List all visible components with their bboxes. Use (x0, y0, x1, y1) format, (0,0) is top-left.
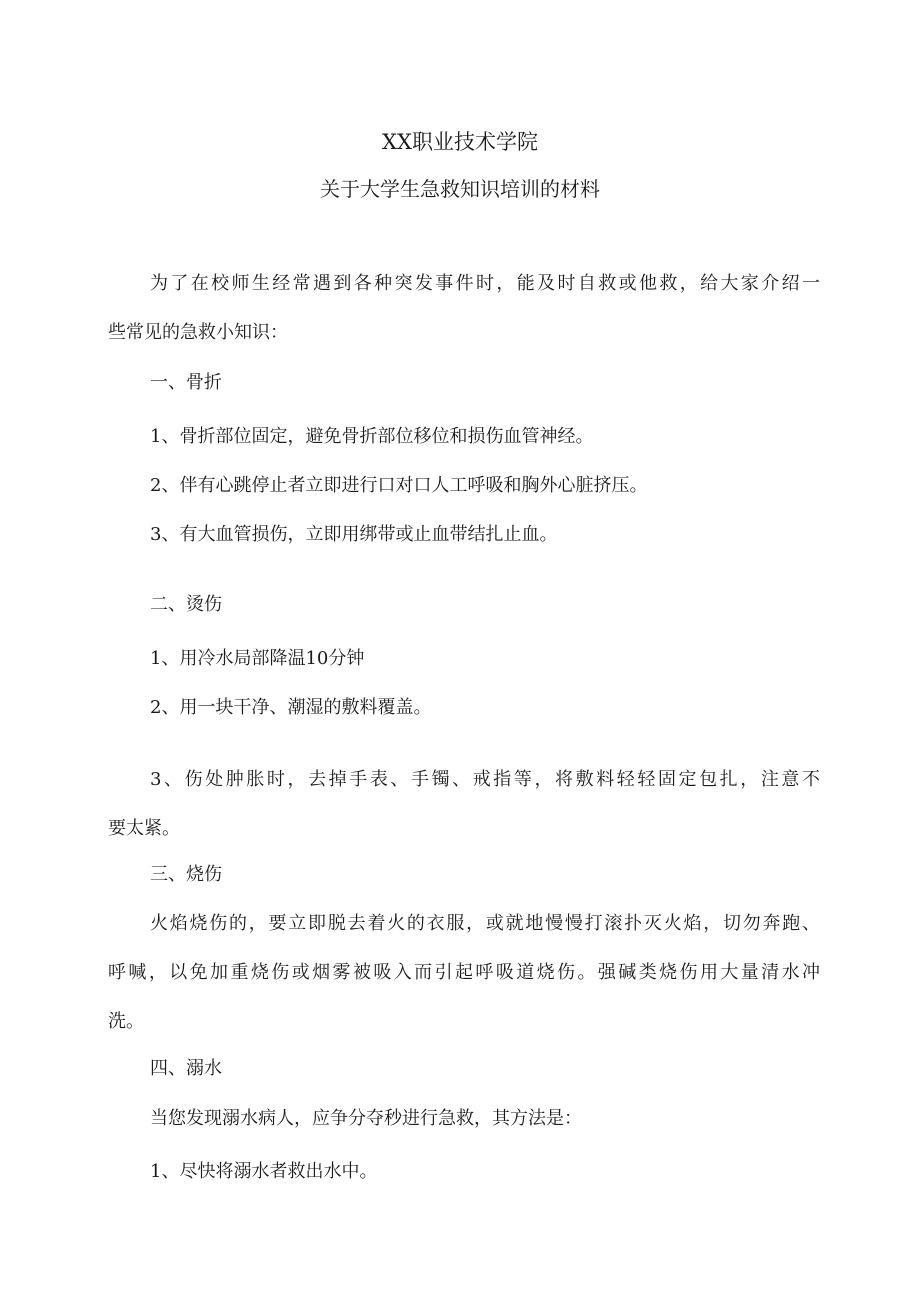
burn-para-line-3: 洗。 (108, 1011, 144, 1032)
scald-item-1: 1、用冷水局部降温10分钟 (150, 648, 365, 669)
fracture-item-3: 3、有大血管损伤，立即用绑带或止血带结扎止血。 (150, 524, 558, 545)
document-title: XX职业技术学院 (382, 130, 538, 154)
section-heading-fracture: 一、骨折 (150, 372, 222, 393)
section-heading-burn: 三、烧伤 (150, 864, 222, 885)
section-heading-scald: 二、烫伤 (150, 594, 222, 615)
section-heading-drowning: 四、溺水 (150, 1058, 222, 1079)
drowning-item-1: 1、尽快将溺水者救出水中。 (150, 1161, 378, 1182)
burn-para-line-2: 呼喊，以免加重烧伤或烟雾被吸入而引起呼吸道烧伤。强碱类烧伤用大量清水冲 (108, 962, 820, 983)
fracture-item-1: 1、骨折部位固定，避免骨折部位移位和损伤血管神经。 (150, 426, 594, 447)
fracture-item-2: 2、伴有心跳停止者立即进行口对口人工呼吸和胸外心脏挤压。 (150, 475, 648, 496)
scald-item-3-line-2: 要太紧。 (108, 818, 180, 839)
scald-item-2: 2、用一块干净、潮湿的敷料覆盖。 (150, 697, 432, 718)
document-subtitle: 关于大学生急救知识培训的材料 (320, 177, 600, 201)
intro-line-1: 为了在校师生经常遇到各种突发事件时，能及时自救或他救，给大家介绍一 (150, 273, 820, 294)
intro-line-2: 些常见的急救小知识： (108, 322, 288, 343)
drowning-intro: 当您发现溺水病人，应争分夺秒进行急救，其方法是： (150, 1108, 582, 1129)
burn-para-line-1: 火焰烧伤的，要立即脱去着火的衣服，或就地慢慢打滚扑灭火焰，切勿奔跑、 (150, 913, 820, 934)
scald-item-3-line-1: 3、伤处肿胀时，去掉手表、手镯、戒指等，将敷料轻轻固定包扎，注意不 (150, 769, 820, 790)
